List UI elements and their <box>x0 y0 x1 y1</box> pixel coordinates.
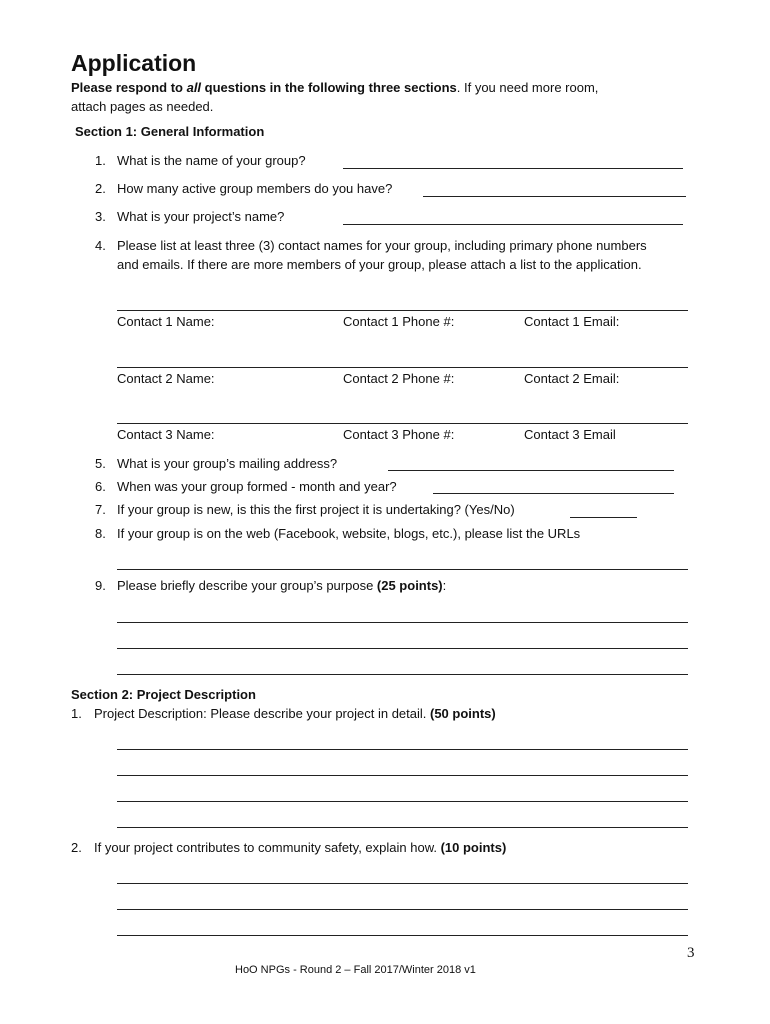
s2-q1-label <box>94 706 496 721</box>
q7-label: If your group is new, is this the first project it is undertaking? (Yes/No) <box>117 502 515 517</box>
contact-1-answer-line[interactable] <box>117 310 688 311</box>
q1-answer-line[interactable] <box>343 168 683 169</box>
intro-bold-b: questions in the following three sections <box>201 80 457 95</box>
intro-line-1 <box>71 80 598 95</box>
page-footer: HoO NPGs - Round 2 – Fall 2017/Winter 2018 v1 <box>235 964 476 976</box>
q9-answer-line-3[interactable] <box>117 674 688 675</box>
q9-answer-line-2[interactable] <box>117 648 688 649</box>
q5-label: What is your group’s mailing address? <box>117 456 338 471</box>
s2-q2-answer-line-1[interactable] <box>117 883 688 884</box>
q9-points: (25 points) <box>376 578 443 593</box>
q5-number: 5. <box>95 456 106 471</box>
s2-q1-answer-line-1[interactable] <box>117 749 688 750</box>
contact-2-email-label: Contact 2 Email: <box>524 371 620 386</box>
contact-3-answer-line[interactable] <box>117 423 688 424</box>
q9-label <box>117 578 446 593</box>
intro-rest: . If you need more room, <box>456 80 599 95</box>
q4-number: 4. <box>95 238 106 253</box>
s2-q2-answer-line-3[interactable] <box>117 935 688 936</box>
s2-q2-label <box>94 840 506 855</box>
q4-line-1: Please list at least three (3) contact names for your group, including primary phone numbers <box>117 238 647 253</box>
section1-heading: Section 1: General Information <box>75 124 265 139</box>
contact-2-answer-line[interactable] <box>117 367 688 368</box>
q2-number: 2. <box>95 181 106 196</box>
q1-number: 1. <box>95 153 106 168</box>
s2-q2-points: (10 points) <box>440 840 507 855</box>
q8-label: If your group is on the web (Facebook, website, blogs, etc.), please list the URLs <box>117 526 581 541</box>
section2-heading: Section 2: Project Description <box>71 687 256 702</box>
s2-q1-points: (50 points) <box>430 706 496 721</box>
q4-line-2: and emails. If there are more members of your group, please attach a list to the application. <box>117 257 642 272</box>
s2-q1-answer-line-2[interactable] <box>117 775 688 776</box>
contact-1-phone-label: Contact 1 Phone #: <box>343 314 455 329</box>
q9-number: 9. <box>95 578 106 593</box>
s2-q1-answer-line-4[interactable] <box>117 827 688 828</box>
q2-label: How many active group members do you have? <box>117 181 393 196</box>
s2-q1-answer-line-3[interactable] <box>117 801 688 802</box>
s2-q2-answer-line-2[interactable] <box>117 909 688 910</box>
q6-label: When was your group formed - month and year? <box>117 479 397 494</box>
q3-number: 3. <box>95 209 106 224</box>
q9-text: Please briefly describe your group’s purpose <box>117 578 377 593</box>
q9-answer-line-1[interactable] <box>117 622 688 623</box>
q7-answer-line[interactable] <box>570 517 637 518</box>
intro-line-2: attach pages as needed. <box>71 99 214 114</box>
s2-q2-text: If your project contributes to community safety, explain how. <box>94 840 441 855</box>
intro-bold-a: Please respond to <box>71 80 187 95</box>
q3-answer-line[interactable] <box>343 224 683 225</box>
contact-3-name-label: Contact 3 Name: <box>117 427 215 442</box>
contact-1-email-label: Contact 1 Email: <box>524 314 620 329</box>
q8-answer-line[interactable] <box>117 569 688 570</box>
q9-suffix: : <box>442 578 447 593</box>
contact-2-name-label: Contact 2 Name: <box>117 371 215 386</box>
q3-label: What is your project’s name? <box>117 209 285 224</box>
q6-answer-line[interactable] <box>433 493 674 494</box>
intro-italic: all <box>186 80 202 95</box>
s2-q1-text: Project Description: Please describe your project in detail. <box>94 706 430 721</box>
contact-1-name-label: Contact 1 Name: <box>117 314 215 329</box>
q5-answer-line[interactable] <box>388 470 674 471</box>
q7-number: 7. <box>95 502 106 517</box>
contact-3-email-label: Contact 3 Email <box>524 427 616 442</box>
page-title: Application <box>71 50 197 76</box>
contact-2-phone-label: Contact 2 Phone #: <box>343 371 455 386</box>
page-number: 3 <box>687 945 695 961</box>
q6-number: 6. <box>95 479 106 494</box>
s2-q1-number: 1. <box>71 706 82 721</box>
contact-3-phone-label: Contact 3 Phone #: <box>343 427 455 442</box>
q1-label: What is the name of your group? <box>117 153 306 168</box>
q8-number: 8. <box>95 526 106 541</box>
s2-q2-number: 2. <box>71 840 82 855</box>
q2-answer-line[interactable] <box>423 196 686 197</box>
